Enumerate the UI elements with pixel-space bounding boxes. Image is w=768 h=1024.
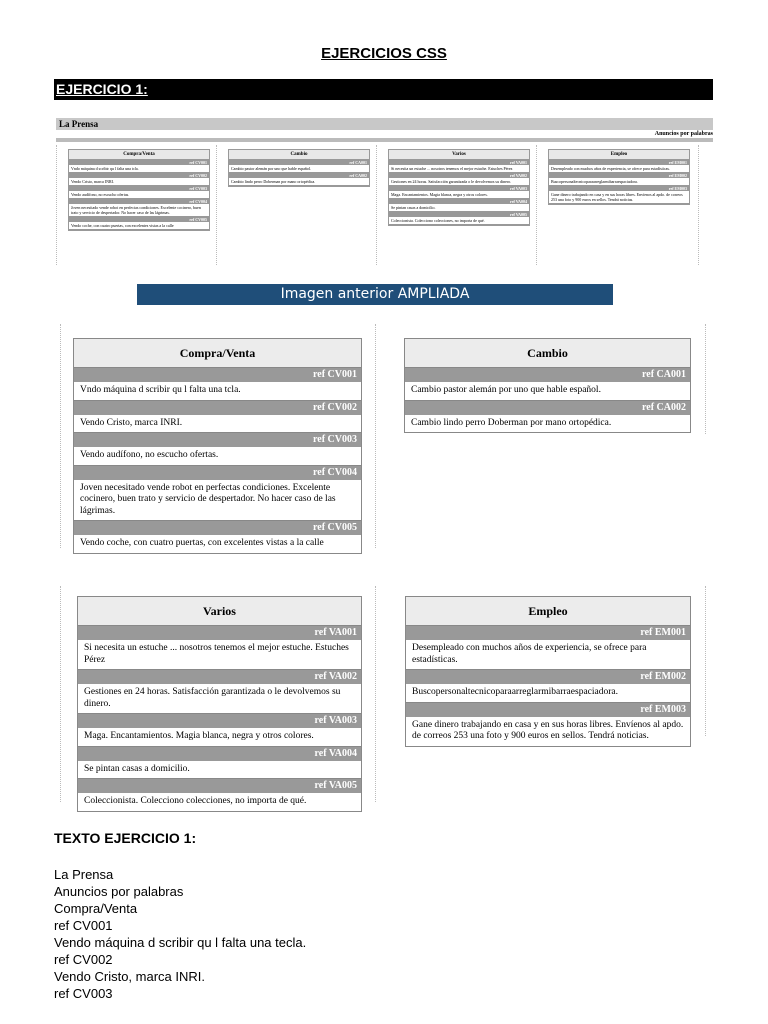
ad-text: Se pintan casas a domicilio. <box>78 761 361 780</box>
thumbnail-ad-text: Cambio lindo perro Doberman por mano ortopédica. <box>229 178 369 186</box>
thumbnail-ad-text: Joven necesitado vende robot en perfectas condiciones. Excelente cocinero, buen trato y servicio de despertador. No hacer caso de las lágrimas. <box>69 204 209 217</box>
ad-text: Cambio pastor alemán por uno que hable español. <box>405 382 690 401</box>
thumbnail-ad-text: Vendo Cristo, marca INRI. <box>69 178 209 186</box>
thumbnail-ad-text: Gane dinero trabajando en casa y en sus horas libres. Envíenos al apdo. de correos 253 una foto y 900 euros en sellos. Tendrá noticias. <box>549 191 689 204</box>
thumbnail-ad-ref: ref EM003 <box>549 186 689 191</box>
exercise-heading: EJERCICIO 1: <box>54 79 713 100</box>
thumbnail-ad-ref: ref EM002 <box>549 173 689 178</box>
thumbnail-ad-text: Cambio pastor alemán por uno que hable español. <box>229 165 369 173</box>
column-divider <box>375 324 376 548</box>
thumbnail-box-title: Varios <box>389 150 529 160</box>
thumbnail-ad-text: Vndo máquina d scribir qu l falta una tcla. <box>69 165 209 173</box>
box-title: Empleo <box>406 597 690 626</box>
thumbnail-ad-text: Gestiones en 24 horas. Satisfacción garantizada o le devolvemos su dinero. <box>389 178 529 186</box>
thumbnail-ad-ref: ref CA002 <box>229 173 369 178</box>
ad-ref: ref VA003 <box>78 714 361 728</box>
ad-ref: ref EM003 <box>406 703 690 717</box>
thumbnail-ad-ref: ref CA001 <box>229 160 369 165</box>
thumbnail-box <box>228 149 370 187</box>
thumbnail-ad-ref: ref VA002 <box>389 173 529 178</box>
ad-ref: ref VA002 <box>78 670 361 684</box>
thumbnail-ad-text: Buscopersonaltecnicoparaarreglarmibarraespaciadora. <box>549 178 689 186</box>
texto-lines <box>54 866 306 1002</box>
ad-text: Vendo audífono, no escucho ofertas. <box>74 447 361 466</box>
ad-ref: ref EM002 <box>406 670 690 684</box>
thumbnail-box <box>548 149 690 205</box>
ad-ref: ref CA001 <box>405 368 690 382</box>
ad-ref: ref CA002 <box>405 401 690 415</box>
column-divider <box>375 586 376 802</box>
ad-text: Coleccionista. Colecciono colecciones, no importa de qué. <box>84 796 307 806</box>
thumbnail-ad-ref: ref CV004 <box>69 199 209 204</box>
ad-text: Cambio lindo perro Doberman por mano ortopédica. <box>411 417 612 428</box>
texto-line: Anuncios por palabras <box>54 884 184 899</box>
compra-venta-box <box>73 338 362 554</box>
thumbnail-ad-text: Se pintan casas a domicilio. <box>389 204 529 212</box>
column-divider <box>60 324 61 548</box>
ad-text: Si necesita un estuche ... nosotros tenemos el mejor estuche. Estuches Pérez <box>78 640 361 670</box>
thumbnail-box-title: Empleo <box>549 150 689 160</box>
ad-ref: ref CV002 <box>74 401 361 415</box>
thumbnail-ad-text: Desempleado con muchos años de experiencia, se ofrece para estadísticas. <box>549 165 689 173</box>
texto-ejercicio-title: TEXTO EJERCICIO 1: <box>54 830 197 846</box>
thumbnail-ad-ref: ref VA004 <box>389 199 529 204</box>
thumbnail-box <box>68 149 210 231</box>
ad-text: Vndo máquina d scribir qu l falta una tcla. <box>74 382 361 401</box>
thumbnail-ad-ref: ref VA001 <box>389 160 529 165</box>
thumbnail-header: La Prensa <box>56 118 713 130</box>
thumbnail-divider <box>698 145 699 265</box>
ad-ref: ref CV001 <box>74 368 361 382</box>
column-divider <box>705 586 706 736</box>
ad-ref: ref CV005 <box>74 521 361 535</box>
texto-line: ref CV003 <box>54 986 113 1001</box>
thumbnail-ad-text: Maga. Encantamientos. Magia blanca, negra y otros colores. <box>389 191 529 199</box>
ad-ref: ref CV003 <box>74 433 361 447</box>
thumbnail-image <box>56 115 713 266</box>
ad-ref: ref VA005 <box>78 779 361 793</box>
thumbnail-box-title: Compra/Venta <box>69 150 209 160</box>
ad-text: Vendo coche, con cuatro puertas, con excelentes vistas a la calle <box>80 538 324 548</box>
thumbnail-ad-text: Vendo coche, con cuatro puertas, con excelentes vistas a la calle <box>69 222 209 230</box>
ad-text: Buscopersonaltecnicoparaarreglarmibarraespaciadora. <box>406 684 690 703</box>
texto-line: ref CV001 <box>54 918 113 933</box>
texto-line: Vendo máquina d scribir qu l falta una tecla. <box>54 935 307 950</box>
texto-line: Vendo Cristo, marca INRI. <box>54 969 205 984</box>
thumbnail-subheader: Anuncios por palabras <box>654 131 713 137</box>
thumbnail-column <box>378 144 538 266</box>
thumbnail-ad-ref: ref VA003 <box>389 186 529 191</box>
ad-text: Maga. Encantamientos. Magia blanca, negra y otros colores. <box>78 728 361 747</box>
empleo-box <box>405 596 691 747</box>
thumbnail-ad-text: Si necesita un estuche ... nosotros tenemos el mejor estuche. Estuches Pérez <box>389 165 529 173</box>
ad-text: Vendo Cristo, marca INRI. <box>74 415 361 434</box>
box-title: Compra/Venta <box>74 339 361 368</box>
thumbnail-column <box>538 144 698 266</box>
thumbnail-ad-ref: ref EM001 <box>549 160 689 165</box>
ad-text: Desempleado con muchos años de experiencia, se ofrece para estadísticas. <box>406 640 690 670</box>
thumbnail-ad-ref: ref CV005 <box>69 217 209 222</box>
ad-ref: ref CV004 <box>74 466 361 480</box>
cambio-box <box>404 338 691 433</box>
box-title: Cambio <box>405 339 690 368</box>
thumbnail-ad-text: Vendo audífono, no escucho ofertas. <box>69 191 209 199</box>
thumbnail-divider <box>56 145 57 265</box>
column-divider <box>60 586 61 802</box>
thumbnail-box-title: Cambio <box>229 150 369 160</box>
document-title: EJERCICIOS CSS <box>321 45 447 62</box>
thumbnail-ad-ref: ref CV002 <box>69 173 209 178</box>
ad-text: Gestiones en 24 horas. Satisfacción garantizada o le devolvemos su dinero. <box>78 684 361 714</box>
thumbnail-ad-text: Coleccionista. Colecciono colecciones, no importa de qué. <box>389 217 529 225</box>
enlarged-banner: Imagen anterior AMPLIADA <box>137 284 613 305</box>
thumbnail-column <box>218 144 378 266</box>
thumbnail-ad-ref: ref CV001 <box>69 160 209 165</box>
thumbnail-box <box>388 149 530 226</box>
column-divider <box>705 324 706 434</box>
thumbnail-ad-ref: ref VA005 <box>389 212 529 217</box>
ad-ref: ref VA004 <box>78 747 361 761</box>
thumbnail-ad-ref: ref CV003 <box>69 186 209 191</box>
texto-line: Compra/Venta <box>54 901 138 916</box>
box-title: Varios <box>78 597 361 626</box>
varios-box <box>77 596 362 812</box>
ad-text: Joven necesitado vende robot en perfectas condiciones. Excelente cocinero, buen trato y servicio de despertador. No hacer caso de las lágrimas. <box>74 480 361 522</box>
ad-ref: ref VA001 <box>78 626 361 640</box>
texto-line: La Prensa <box>54 867 114 882</box>
ad-ref: ref EM001 <box>406 626 690 640</box>
texto-line: ref CV002 <box>54 952 113 967</box>
ad-text: Gane dinero trabajando en casa y en sus horas libres. Envíenos al apdo. de correos 253 una foto y 900 euros en sellos. Tendrá noticias. <box>412 719 684 741</box>
thumbnail-column <box>58 144 218 266</box>
thumbnail-separator <box>56 138 713 142</box>
